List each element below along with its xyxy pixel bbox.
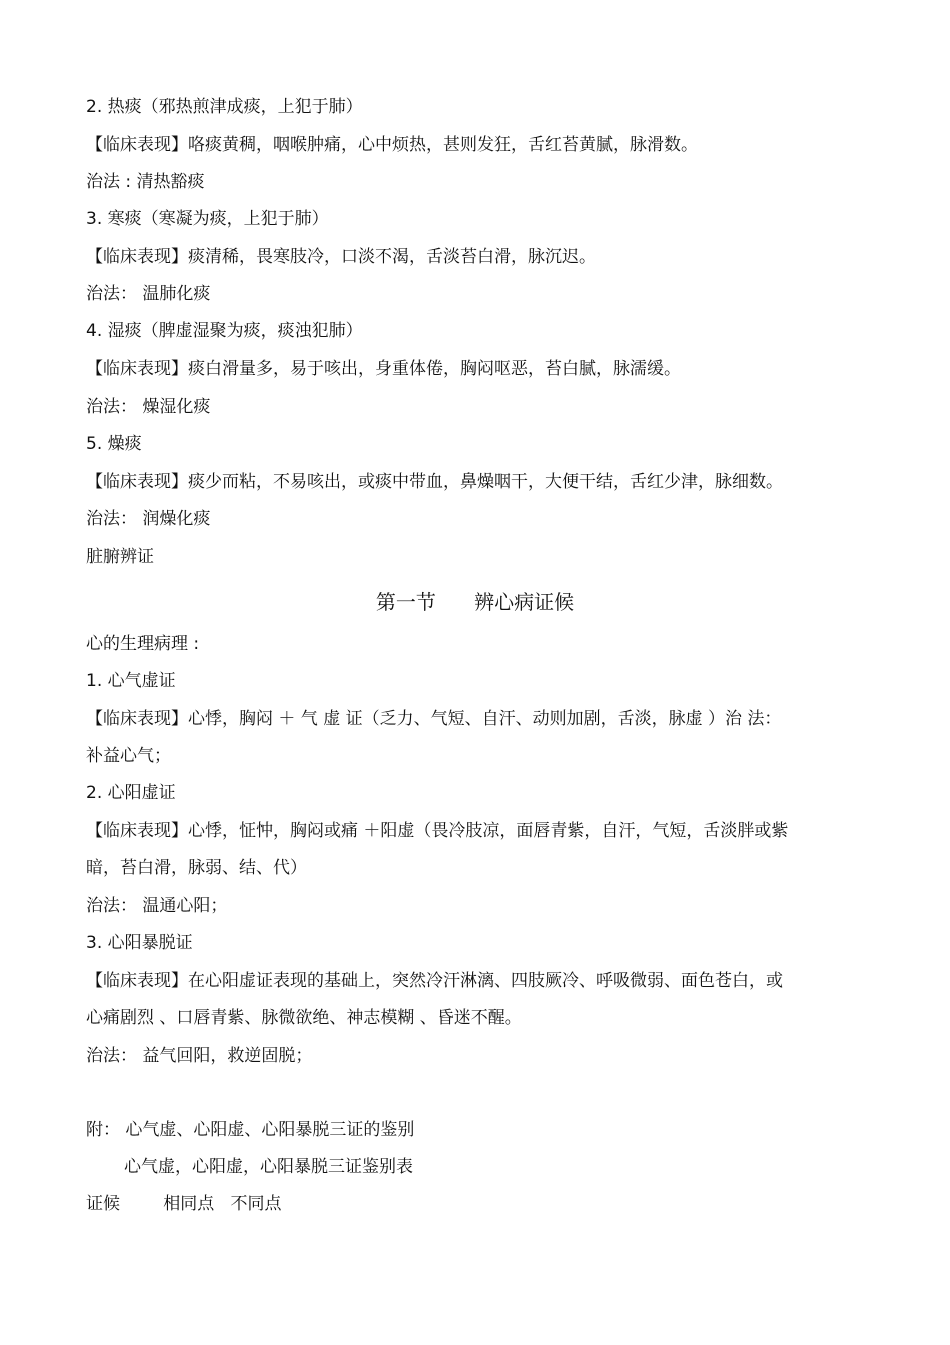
cold-phlegm-treatment: 治法： 温肺化痰 (86, 284, 211, 304)
heart-qi-clinical-line1: 【临床表现】心悸，胸闷 ＋ 气 虚 证（乏力、气短、自汗、动则加剧，舌淡，脉虚 ）治 法： (86, 709, 782, 729)
heart-collapse-clinical-line1: 【临床表现】在心阳虚证表现的基础上，突然冷汗淋漓、四肢厥冷、呼吸微弱、面色苍白，或 (86, 971, 783, 991)
organ-syndrome-label: 脏腑辨证 (86, 547, 154, 567)
heart-yang-clinical-line2: 暗，苔白滑，脉弱、结、代） (86, 858, 307, 878)
table-caption: 心气虚，心阳虚，心阳暴脱三证鉴别表 (124, 1157, 413, 1177)
heart-yang-treatment: 治法： 温通心阳； (86, 896, 228, 916)
cold-phlegm-heading: 3. 寒痰（寒凝为痰，上犯于肺） (86, 209, 329, 229)
heart-collapse-treatment: 治法： 益气回阳，救逆固脱； (86, 1046, 313, 1066)
heart-yang-heading: 2. 心阳虚证 (86, 783, 176, 803)
dry-phlegm-treatment: 治法： 润燥化痰 (86, 509, 211, 529)
damp-phlegm-treatment: 治法： 燥湿化痰 (86, 397, 211, 417)
damp-phlegm-clinical: 【临床表现】痰白滑量多，易于咳出，身重体倦，胸闷呕恶，苔白腻，脉濡缓。 (86, 359, 681, 379)
dry-phlegm-clinical: 【临床表现】痰少而粘，不易咳出，或痰中带血，鼻燥咽干，大便干结，舌红少津，脉细数。 (86, 472, 783, 492)
heart-qi-clinical-line2: 补益心气； (86, 746, 171, 766)
table-header: 证候 相同点 不同点 (86, 1194, 282, 1214)
dry-phlegm-heading: 5. 燥痰 (86, 434, 142, 454)
heat-phlegm-clinical: 【临床表现】咯痰黄稠，咽喉肿痛，心中烦热，甚则发狂，舌红苔黄腻，脉滑数。 (86, 135, 698, 155)
damp-phlegm-heading: 4. 湿痰（脾虚湿聚为痰，痰浊犯肺） (86, 321, 363, 341)
heart-collapse-clinical-line2: 心痛剧烈 、口唇青紫、脉微欲绝、神志模糊 、昏迷不醒。 (86, 1008, 522, 1028)
heat-phlegm-heading: 2. 热痰（邪热煎津成痰，上犯于肺） (86, 97, 363, 117)
cold-phlegm-clinical: 【临床表现】痰清稀，畏寒肢冷，口淡不渴，舌淡苔白滑，脉沉迟。 (86, 247, 596, 267)
heart-qi-heading: 1. 心气虚证 (86, 671, 176, 691)
appendix-title: 附： 心气虚、心阳虚、心阳暴脱三证的鉴别 (86, 1120, 415, 1140)
chapter-title: 第一节 辨心病证候 (375, 590, 575, 614)
heart-yang-clinical-line1: 【临床表现】心悸，怔忡，胸闷或痛 ＋阳虚（畏冷肢凉，面唇青紫，自汗，气短，舌淡胖或紫 (86, 821, 789, 841)
physiology-label: 心的生理病理 : (86, 634, 200, 654)
heat-phlegm-treatment: 治法 : 清热豁痰 (86, 172, 205, 192)
heart-collapse-heading: 3. 心阳暴脱证 (86, 933, 193, 953)
